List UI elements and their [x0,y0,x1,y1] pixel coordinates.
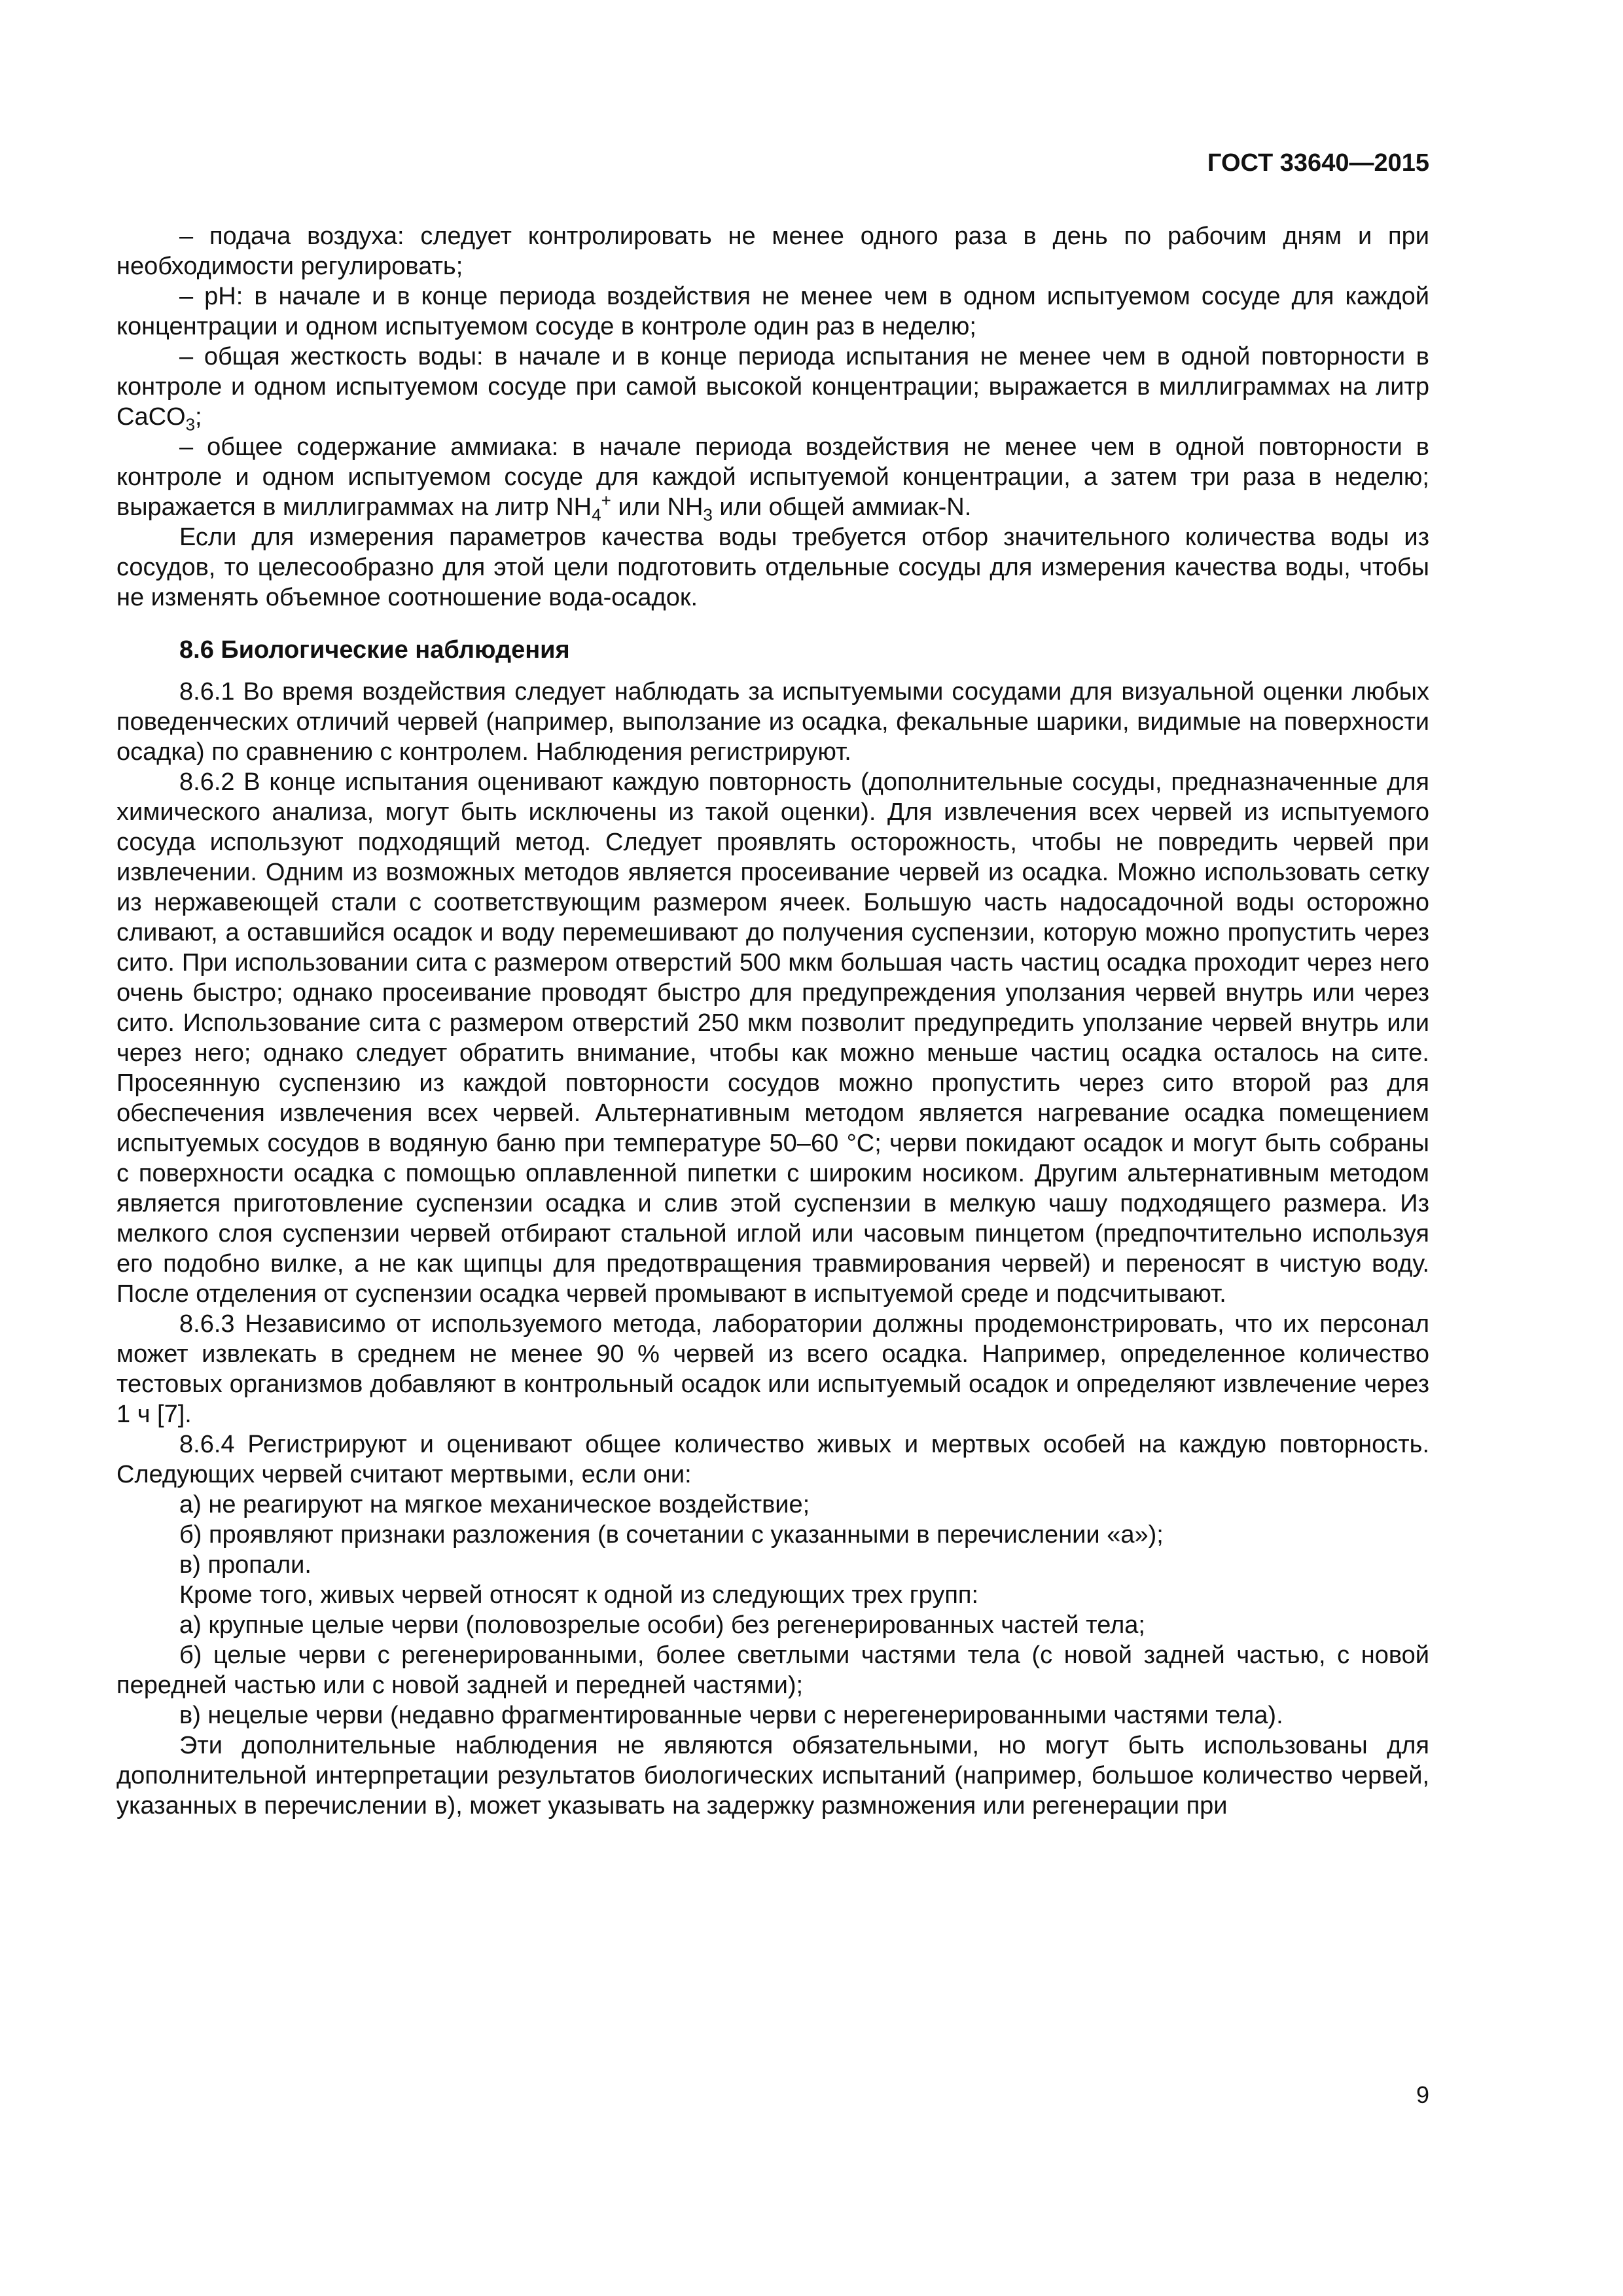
paragraph-water-sampling: Если для измерения параметров качества воды требуется отбор значительного количества воды из сосудов, то целесообразно для этой цели подготовить отдельные сосуды для измерения качества воды, чтобы не изменять объемное соотношение вода-осадок. [116,524,1429,611]
list-item-dead-b: б) проявляют признаки разложения (в сочетании с указанными в перечислении «а»); [179,1521,1164,1549]
paragraph-additional-observations: Эти дополнительные наблюдения не являются обязательными, но могут быть использованы для дополнительной интерпретации результатов биологических испытаний (например, большое количество червей, указанных в перечислении в), может указывать на задержку размножения или регенерации при [116,1732,1429,1820]
list-item-dead-c: в) пропали. [179,1551,312,1579]
paragraph-8-6-3: 8.6.3 Независимо от используемого метода, лаборатории должны продемонстрировать, что их персонал может извлекать в среднем не менее 90 % червей из всего осадка. Например, определенное количество тестовых организмов добавляют в контрольный осадок или испытуемый осадок и определяют извлечение через 1 ч [7]. [116,1310,1429,1428]
paragraph-8-6-1: 8.6.1 Во время воздействия следует наблюдать за испытуемыми сосудами для визуальной оценки любых поведенческих отличий червей (например, выползание из осадка, фекальные шарики, видимые на поверхности осадка) по сравнению с контролем. Наблюдения регистрируют. [116,678,1429,766]
paragraph-living-groups: Кроме того, живых червей относят к одной из следующих трех групп: [179,1581,979,1609]
paragraph-water-hardness: – общая жесткость воды: в начале и в конце периода испытания не менее чем в одной повторности в контроле и одном испытуемом сосуде при самой высокой концентрации; выражается в миллиграммах на литр CaCO$_3$; [116,343,1429,435]
page-body [116,221,1429,1821]
paragraph-8-6-4: 8.6.4 Регистрируют и оценивают общее количество живых и мертвых особей на каждую повторность. Следующих червей считают мертвыми, если они: [116,1431,1429,1488]
paragraph-8-6-2: 8.6.2 В конце испытания оценивают каждую повторность (дополнительные сосуды, предназначенные для химического анализа, могут быть исключены из такой оценки). Для извлечения всех червей из испытуемого сосуда используют подходящий метод. Следует проявлять осторожность, чтобы не повредить червей при извлечении. Одним из возможных методов является просеивание червей из осадка. Можно использовать сетку из нержавеющей стали с соответствующим размером ячеек. Большую часть надосадочной воды осторожно сливают, а оставшийся осадок и воду перемешивают до получения суспензии, которую можно пропустить через сито. При использовании сита с размером отверстий 500 мкм большая часть частиц осадка проходит через него очень быстро; однако просеивание проводят быстро для предупреждения уползания червей внутрь или через сито. Использование сита с размером отверстий 250 мкм позволит предупредить уползание червей внутрь или через него; однако следует обратить внимание, чтобы как можно меньше частиц осадка осталось на сите. Просеянную суспензию из каждой повторности сосудов можно пропустить через сито второй раз для обеспечения извлечения всех червей. Альтернативным методом является нагревание осадка помещением испытуемых сосудов в водяную баню при температуре 50–60 °С; черви покидают осадок и могут быть собраны с поверхности осадка с помощью оплавленной пипетки с широким носиком. Другим альтернативным методом является приготовление суспензии осадка и слив этой суспензии в мелкую чашу подходящего размера. Из мелкого слоя суспензии червей отбирают стальной иглой или часовым пинцетом (предпочтительно используя его подобно вилке, а не как щипцы для предотвращения травмирования червей) и переносят в чистую воду. После отделения от суспензии осадка червей промывают в испытуемой среде и подсчитывают. [116,768,1429,1308]
list-item-living-c: в) нецелые черви (недавно фрагментированные черви с нерегенерированными частями тела). [179,1702,1283,1729]
page-number: 9 [1416,2081,1429,2108]
paragraph-air-supply: – подача воздуха: следует контролировать не менее одного раза в день по рабочим дням и при необходимости регулировать; [116,223,1429,280]
list-item-dead-a: а) не реагируют на мягкое механическое воздействие; [179,1491,810,1518]
section-heading: 8.6 Биологические наблюдения [179,636,570,664]
document-header: ГОСТ 33640—2015 [1207,149,1429,177]
list-item-living-a: а) крупные целые черви (половозрелые особи) без регенерированных частей тела; [179,1611,1145,1639]
paragraph-ammonia: – общее содержание аммиака: в начале периода воздействия не менее чем в одной повторности в контроле и одном испытуемом сосуде для каждой испытуемой концентрации, а затем три раза в неделю; выражается в миллиграммах на литр $NH_4^+$ или $NH_3$ или общей аммиак-N. [116,433,1429,525]
paragraph-ph: – pH: в начале и в конце периода воздействия не менее чем в одном испытуемом сосуде для каждой концентрации и одном испытуемом сосуде в контроле один раз в неделю; [116,283,1429,340]
list-item-living-b: б) целые черви с регенерированными, более светлыми частями тела (с новой задней частью, с новой передней частью или с новой задней и передней частями); [116,1641,1429,1699]
